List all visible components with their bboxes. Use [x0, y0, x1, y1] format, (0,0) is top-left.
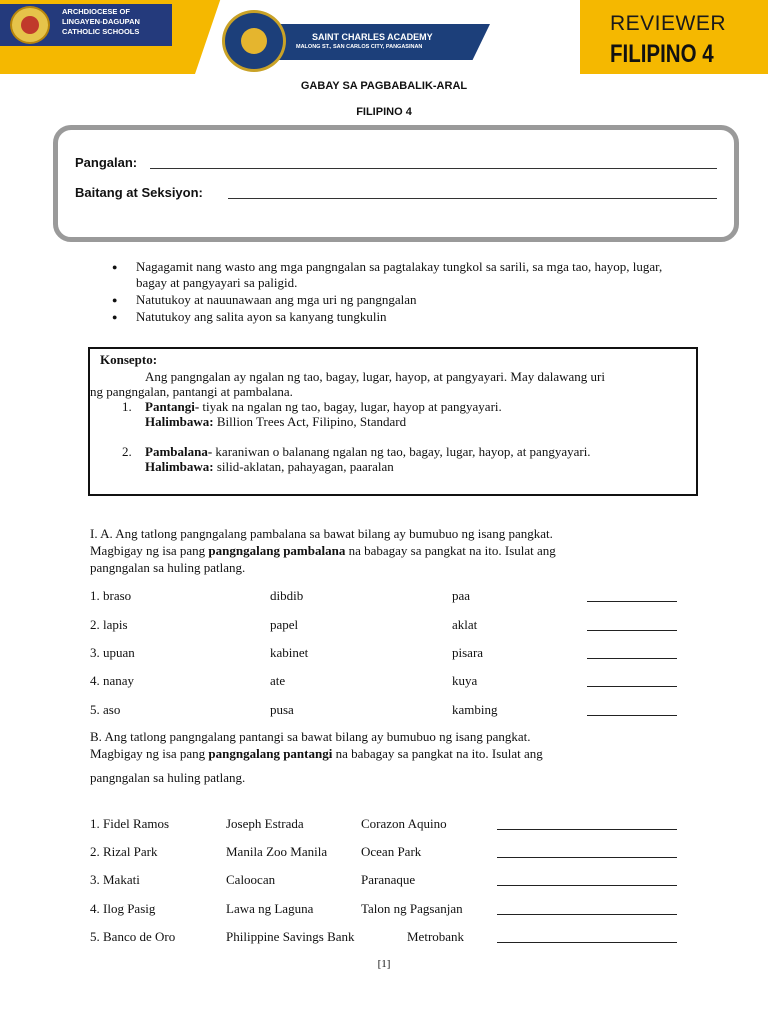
part-a-bold-text: pangngalang pambalana [208, 543, 346, 558]
answer-blank[interactable] [497, 829, 677, 830]
part-b-item: 1. Fidel Ramos [90, 816, 170, 831]
part-a-item: pusa [270, 702, 294, 717]
part-a-instruction-line2 [90, 543, 556, 559]
example-label: Halimbawa: [145, 414, 214, 429]
part-a-item: paa [452, 588, 471, 603]
answer-blank[interactable] [497, 885, 677, 886]
reviewer-label: REVIEWER [610, 12, 727, 35]
subject-label: FILIPINO 4 [610, 40, 714, 68]
section-field[interactable] [228, 198, 717, 199]
part-a-item: 2. lapis [90, 617, 128, 632]
part-a-item: 4. nanay [90, 673, 135, 688]
part-b-item: Ocean Park [361, 844, 422, 859]
part-b-text: na babagay sa pangkat na ito. Isulat ang [332, 746, 543, 761]
bullet-icon: ● [112, 262, 118, 272]
objective-text: Nagagamit nang wasto ang mga pangngalan sa pagtalakay tungkol sa sarili, sa mga tao, hayop, lugar, bagay at pangyayari sa paligid. [136, 259, 663, 290]
header-banner [0, 0, 768, 78]
student-info-box [53, 125, 739, 242]
objective-text: Natutukoy ang salita ayon sa kanyang tungkulin [136, 309, 387, 324]
konsepto-item-definition [145, 444, 591, 459]
konsepto-intro-line1: Ang pangngalan ay ngalan ng tao, bagay, lugar, hayop, at pangyayari. May dalawang uri [145, 369, 605, 384]
part-b-text: Magbigay ng isa pang [90, 746, 209, 761]
example-pambalana: silid-aklatan, pahayagan, paaralan [213, 459, 394, 474]
part-a-text: Magbigay ng isa pang [90, 543, 209, 558]
konsepto-item-number: 1. [122, 399, 132, 414]
school-name: SAINT CHARLES ACADEMY [312, 32, 433, 42]
definition-pambalana: karaniwan o balanang ngalan ng tao, bagay, lugar, hayop, at pangyayari. [212, 444, 591, 459]
objective-text: Natutukoy at nauunawaan ang mga uri ng pangngalan [136, 292, 417, 307]
answer-blank[interactable] [587, 715, 677, 716]
answer-blank[interactable] [497, 942, 677, 943]
section-label: Baitang at Seksiyon: [75, 185, 203, 200]
part-a-item: pisara [452, 645, 484, 660]
part-b-item: 3. Makati [90, 872, 140, 887]
part-b-item: Philippine Savings Bank [226, 929, 355, 944]
part-b-item: 2. Rizal Park [90, 844, 158, 859]
answer-blank[interactable] [587, 630, 677, 631]
bullet-icon: ● [112, 295, 118, 305]
answer-blank[interactable] [587, 601, 677, 602]
bullet-icon: ● [112, 312, 118, 322]
name-label: Pangalan: [75, 155, 138, 170]
part-a-item: kabinet [270, 645, 309, 660]
part-b-item: Corazon Aquino [361, 816, 447, 831]
diocese-text: ARCHDIOCESE OF LINGAYEN-DAGUPAN CATHOLIC SCHOOLS [62, 7, 140, 36]
part-a-item: ate [270, 673, 286, 688]
page-title: GABAY SA PAGBABALIK-ARAL [300, 80, 468, 92]
part-b-item: Paranaque [361, 872, 416, 887]
term-pantangi: Pantangi- [145, 399, 200, 414]
page-subtitle: FILIPINO 4 [356, 106, 412, 118]
school-seal-icon [222, 10, 286, 72]
konsepto-item-definition [145, 399, 502, 414]
part-a-item: aklat [452, 617, 478, 632]
answer-blank[interactable] [497, 857, 677, 858]
konsepto-item-example [145, 414, 406, 429]
part-b-item: Lawa ng Laguna [226, 901, 314, 916]
part-a-item: 5. aso [90, 702, 121, 717]
answer-blank[interactable] [587, 658, 677, 659]
answer-blank[interactable] [497, 914, 677, 915]
part-b-bold-text: pangngalang pantangi [208, 746, 333, 761]
part-b-item: Joseph Estrada [226, 816, 304, 831]
konsepto-item-example [145, 459, 394, 474]
part-b-instruction-line3: pangngalan sa huling patlang. [90, 770, 246, 785]
part-b-instruction-line2 [90, 746, 543, 762]
part-a-item: kambing [452, 702, 498, 717]
part-b-item: Talon ng Pagsanjan [361, 901, 463, 916]
school-address: MALONG ST., SAN CARLOS CITY, PANGASINAN [296, 44, 423, 50]
diocese-logo-icon [10, 6, 50, 44]
part-b-item: Caloocan [226, 872, 276, 887]
konsepto-item-number: 2. [122, 444, 132, 459]
part-a-item: 1. braso [90, 588, 132, 603]
part-b-item: Metrobank [407, 929, 465, 944]
part-a-text: na babagay sa pangkat na ito. Isulat ang [345, 543, 556, 558]
school-name-bar [272, 24, 490, 60]
part-a-item: 3. upuan [90, 645, 135, 660]
part-a-item: dibdib [270, 588, 304, 603]
definition-pantangi: tiyak na ngalan ng tao, bagay, lugar, hayop at pangyayari. [199, 399, 502, 414]
part-b-instruction-line1: B. Ang tatlong pangngalang pantangi sa bawat bilang ay bumubuo ng isang pangkat. [90, 729, 531, 744]
name-field[interactable] [150, 168, 717, 169]
part-b-item: 5. Banco de Oro [90, 929, 176, 944]
answer-blank[interactable] [587, 686, 677, 687]
part-a-item: papel [270, 617, 299, 632]
konsepto-intro-line2: ng pangngalan, pantangi at pambalana. [90, 384, 293, 399]
part-b-item: Manila Zoo Manila [226, 844, 328, 859]
part-a-item: kuya [452, 673, 478, 688]
example-label: Halimbawa: [145, 459, 214, 474]
konsepto-heading: Konsepto: [100, 352, 158, 367]
part-b-item: 4. Ilog Pasig [90, 901, 156, 916]
example-pantangi: Billion Trees Act, Filipino, Standard [213, 414, 407, 429]
page-number: [1] [377, 958, 391, 970]
part-a-instruction-line1: I. A. Ang tatlong pangngalang pambalana sa bawat bilang ay bumubuo ng isang pangkat. [90, 526, 553, 541]
part-a-instruction-line3: pangngalan sa huling patlang. [90, 560, 246, 575]
term-pambalana: Pambalana- [145, 444, 213, 459]
